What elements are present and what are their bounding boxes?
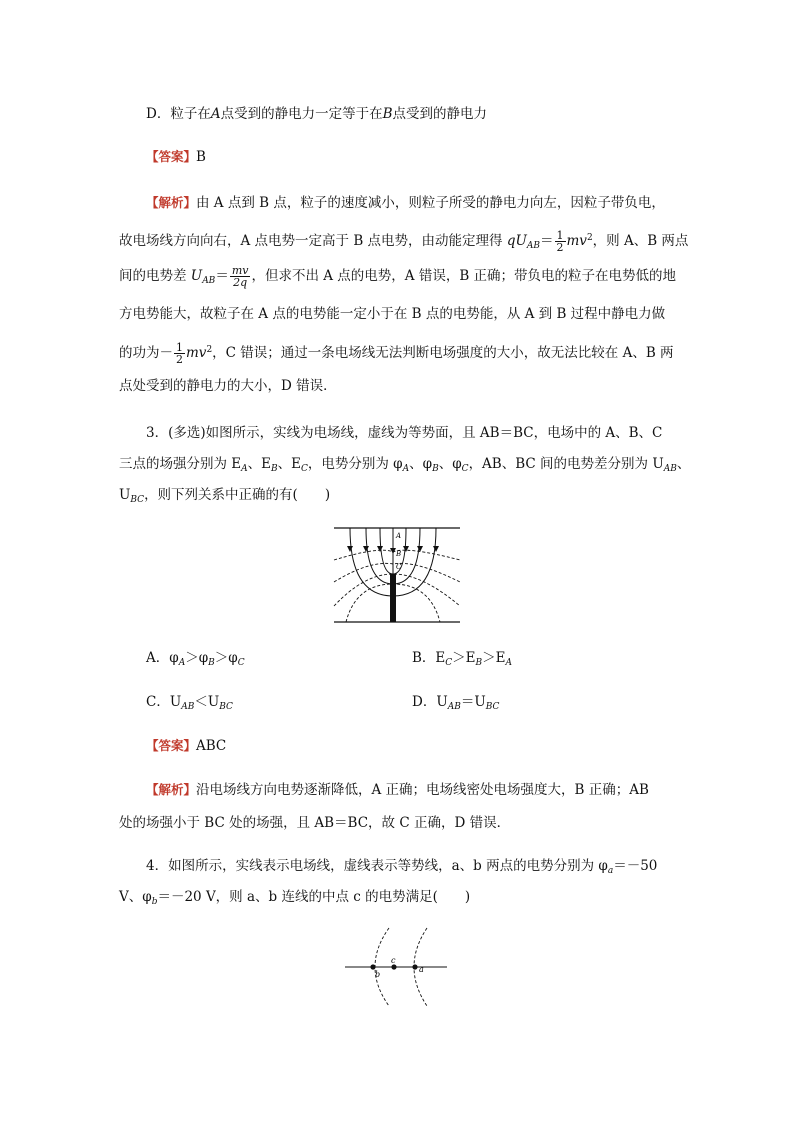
- q2-analysis-line-2: 故电场线方向向右，A 点电势一定高于 B 点电势，由动能定理得 $qU_{AB}=$ $\frac{1}{2}$ $mv^2$，则 A、B 两点: [119, 229, 689, 254]
- q3-stem-line-1: 3．(多选)如图所示，实线为电场线，虚线为等势面，且 AB＝BC，电场中的 A、B、C: [146, 425, 663, 441]
- q4-field-figure: [343, 926, 449, 1010]
- arrow-3: [377, 546, 383, 552]
- point-c: [391, 964, 396, 969]
- q3-option-a: A．$\varphi_A>\varphi_B>\varphi_C$: [146, 650, 245, 668]
- q4-stem-line-1: 4．如图所示，实线表示电场线，虚线表示等势线，a、b 两点的电势分别为 $\varphi_a=-50$: [146, 858, 658, 876]
- arrow-1: [347, 546, 353, 552]
- q2-analysis-line-1: 【解析】由 A 点到 B 点，粒子的速度减小，则粒子所受的静电力向左，因粒子带负电，: [146, 195, 665, 211]
- q3-option-b: B．$E_C>E_B>E_A$: [412, 650, 513, 668]
- q3-option-c: C．$U_{AB}<U_{BC}$: [146, 694, 233, 712]
- q3-stem-line-3: $U_{BC}$，则下列关系中正确的有( ): [119, 487, 331, 505]
- label-a: A: [396, 532, 402, 540]
- q2-analysis-line-4: 方电势能大，故粒子在 A 点的电势能一定小于在 B 点的电势能，从 A 到 B 过程中静电力做: [119, 306, 666, 322]
- q3-analysis-line-2: 处的场强小于 BC 处的场强，且 AB＝BC，故 C 正确，D 错误．: [119, 815, 511, 831]
- q3-answer: 【答案】ABC: [146, 738, 227, 754]
- q2-answer: 【答案】B: [146, 149, 206, 165]
- point-b: [370, 964, 375, 969]
- q3-stem-line-2: 三点的场强分别为 $E_A$、$E_B$、$E_C$，电势分别为 $\varphi_A$、$\varphi_B$、$\varphi_C$，AB、BC 间的电势差分别为 $U_{AB}$、: [119, 456, 691, 474]
- q2-analysis-line-6: 点处受到的静电力的大小，D 错误．: [119, 378, 337, 394]
- q3-field-figure: [330, 522, 464, 626]
- q3-option-d: D．$U_{AB}=U_{BC}$: [412, 694, 500, 712]
- charged-rod: [390, 574, 396, 622]
- label-a: a: [419, 965, 424, 974]
- q4-stem-line-2: V、$\varphi_b=-20$ V，则 a、b 连线的中点 c 的电势满足( ): [119, 889, 471, 907]
- label-b: b: [375, 970, 381, 979]
- equipotential-3: [334, 574, 460, 606]
- q2-option-d: D．粒子在A点受到的静电力一定等于在B点受到的静电力: [146, 106, 487, 122]
- label-c: c: [391, 956, 396, 965]
- q2-analysis-line-3: 间的电势差 $U_{AB}=$ $\frac{mv}{2q}$ ，但求不出 A 点的电势，A 错误，B 正确；带负电的粒子在电势低的地: [119, 264, 677, 289]
- q2-analysis-line-5: 的功为－ $\frac{1}{2}$ $mv^2$，C 错误；通过一条电场线无法判断电场强度的大小，故无法比较在 A、B 两: [119, 341, 674, 366]
- arrow-7: [433, 546, 439, 552]
- arrow-5: [403, 546, 409, 552]
- label-c: C: [396, 563, 402, 571]
- point-a: [412, 964, 417, 969]
- label-b: B: [396, 550, 402, 558]
- q3-analysis-line-1: 【解析】沿电场线方向电势逐渐降低，A 正确；电场线密处电场强度大，B 正确；AB: [146, 782, 649, 798]
